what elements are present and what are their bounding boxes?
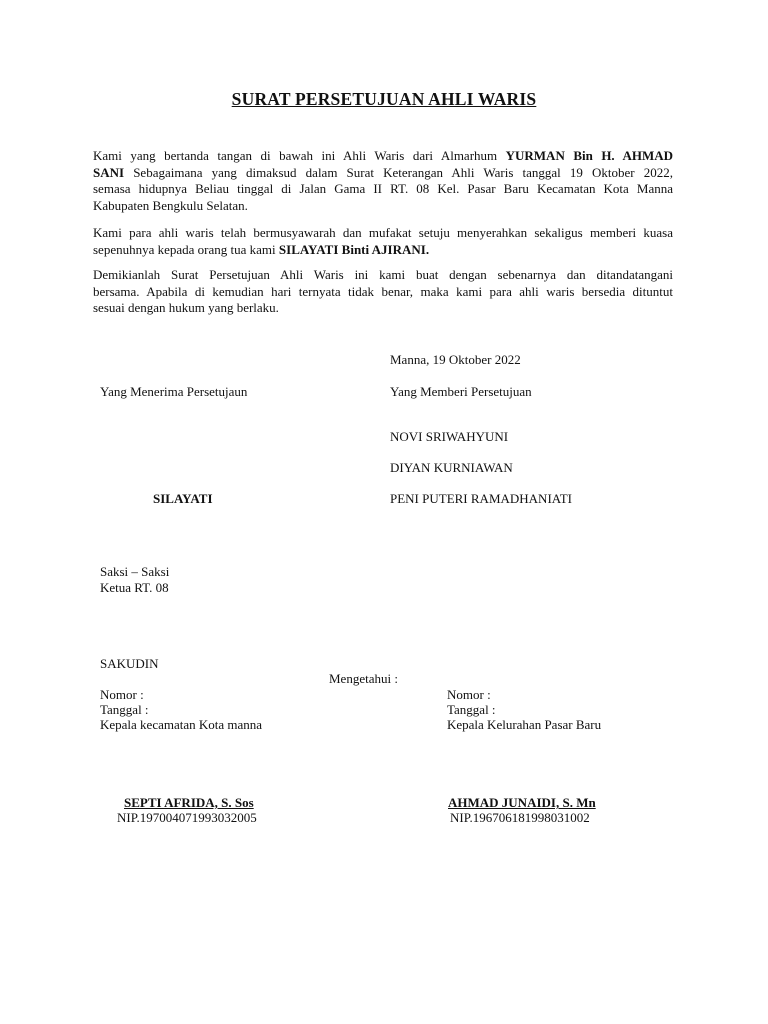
paragraph-line: bersama. Apabila di kemudian hari ternyata tidak benar, maka kami para ahli waris bersedia dituntut [93, 283, 673, 299]
receiver-label: Yang Menerima Persetujaun [100, 384, 248, 399]
right-tanggal: Tanggal : [447, 702, 496, 717]
giver-name: NOVI SRIWAHYUNI [390, 429, 509, 444]
paragraph-line [93, 165, 673, 182]
right-official-name: AHMAD JUNAIDI, S. Mn [448, 795, 596, 810]
deceased-name: YURMAN Bin H. AHMAD [505, 148, 673, 163]
paragraph-line: Demikianlah Surat Persetujuan Ahli Waris ini kami buat dengan sebenarnya dan ditandatangani [93, 267, 673, 282]
deceased-name-cont: SANI [93, 164, 125, 180]
paragraph-line: semasa hidupnya Beliau tinggal di Jalan Gama II RT. 08 Kel. Pasar Baru Kecamatan Kota Manna [93, 181, 673, 196]
document-title: SURAT PERSETUJUAN AHLI WARIS [231, 89, 537, 109]
authorized-person: SILAYATI Binti AJIRANI. [278, 241, 430, 257]
left-official-title: Kepala kecamatan Kota manna [100, 717, 263, 732]
right-official-nip: NIP.196706181998031002 [450, 810, 590, 825]
paragraph-line: sesuai dengan hukum yang berlaku. [93, 300, 279, 315]
text-run: Sebagaimana yang dimaksud dalam Surat Keterangan Ahli Waris tanggal 19 Oktober 2022, [124, 164, 673, 180]
left-nomor: Nomor : [100, 687, 144, 702]
giver-label: Yang Memberi Persetujuan [390, 384, 532, 399]
left-official-name: SEPTI AFRIDA, S. Sos [124, 795, 254, 810]
right-official-title: Kepala Kelurahan Pasar Baru [447, 717, 602, 732]
rt-label: Ketua RT. 08 [100, 580, 169, 595]
witness-label: Saksi – Saksi [100, 564, 170, 579]
right-nomor: Nomor : [447, 687, 491, 702]
text-run: Kami yang bertanda tangan di bawah ini Ahli Waris dari Almarhum [93, 148, 506, 163]
paragraph-line [93, 242, 673, 259]
known-label: Mengetahui : [329, 671, 398, 686]
left-official-nip: NIP.197004071993032005 [117, 810, 257, 825]
paragraph-closing [93, 267, 673, 317]
paragraph-line: Kami para ahli waris telah bermusyawarah dan mufakat setuju menyerahkan sekaligus memberi kuasa [93, 225, 673, 240]
receiver-name: SILAYATI [153, 491, 213, 506]
paragraph-heirs [93, 148, 673, 214]
giver-name: DIYAN KURNIAWAN [390, 460, 513, 475]
giver-name: PENI PUTERI RAMADHANIATI [390, 491, 572, 506]
rt-name: SAKUDIN [100, 656, 159, 671]
place-date: Manna, 19 Oktober 2022 [390, 352, 521, 367]
text-run: sepenuhnya kepada orang tua kami [93, 241, 279, 257]
paragraph-line [93, 148, 673, 165]
left-tanggal: Tanggal : [100, 702, 149, 717]
paragraph-line: Kabupaten Bengkulu Selatan. [93, 197, 248, 213]
paragraph-agreement [93, 225, 673, 258]
